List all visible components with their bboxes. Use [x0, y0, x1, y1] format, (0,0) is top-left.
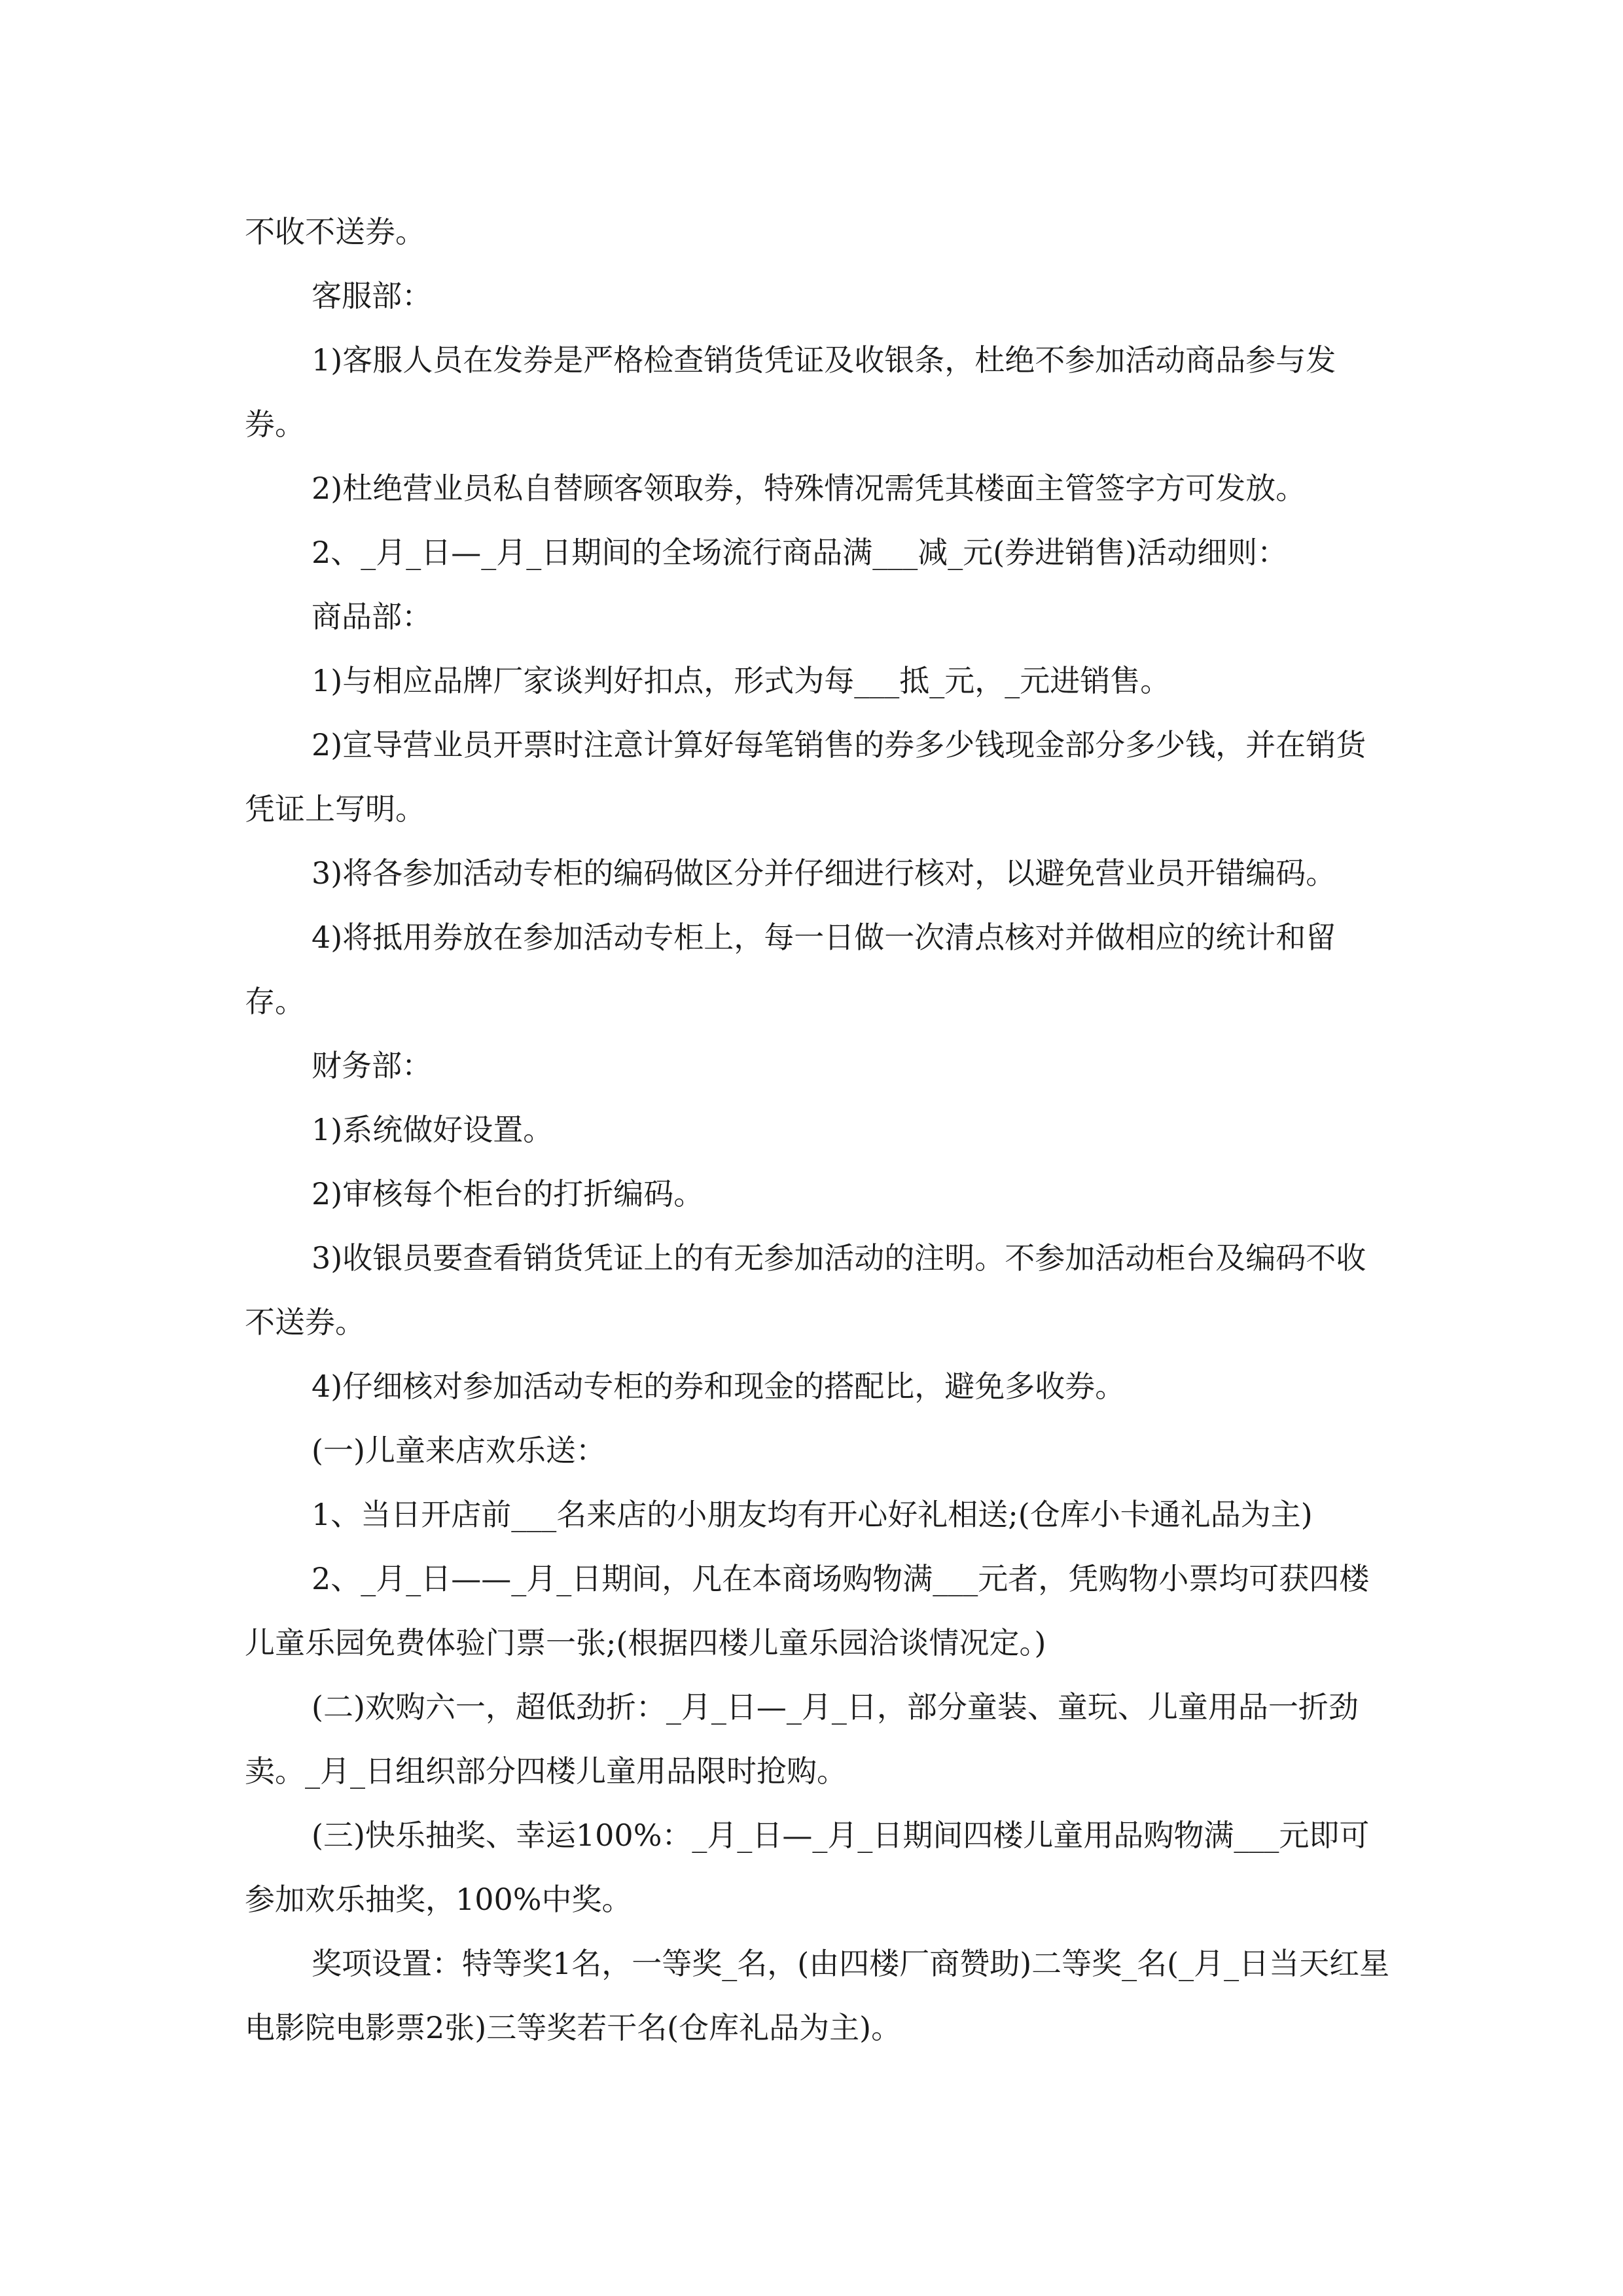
paragraph-19: (二)欢购六一，超低劲折：_月_日—_月_日，部分童装、童玩、儿童用品一折劲卖。_月_日组织部分四楼儿童用品限时抢购。: [245, 1689, 1359, 1789]
paragraph-1: 不收不送券。: [245, 214, 425, 249]
paragraph-12: 1)系统做好设置。: [312, 1112, 554, 1147]
paragraph-11: 财务部：: [312, 1048, 432, 1083]
paragraph-20: (三)快乐抽奖、幸运100%：_月_日—_月_日期间四楼儿童用品购物满___元即可参加欢乐抽奖，100%中奖。: [245, 1818, 1370, 1917]
paragraph-2: 客服部：: [312, 278, 432, 314]
paragraph-21: 奖项设置：特等奖1名，一等奖_名，(由四楼厂商赞助)二等奖_名(_月_日当天红星电影院电影票2张)三等奖若干名(仓库礼品为主)。: [245, 1946, 1390, 2045]
paragraph-7: 1)与相应品牌厂家谈判好扣点，形式为每___抵_元，_元进销售。: [312, 663, 1171, 698]
paragraph-17: 1、当日开店前___名来店的小朋友均有开心好礼相送;(仓库小卡通礼品为主): [312, 1497, 1313, 1532]
document-body: [245, 200, 1390, 2060]
paragraph-8: 2)宣导营业员开票时注意计算好每笔销售的券多少钱现金部分多少钱，并在销货凭证上写明。: [245, 727, 1366, 827]
paragraph-16: (一)儿童来店欢乐送：: [312, 1433, 606, 1468]
paragraph-6: 商品部：: [312, 599, 432, 634]
paragraph-13: 2)审核每个柜台的打折编码。: [312, 1176, 704, 1211]
paragraph-18: 2、_月_日——_月_日期间，凡在本商场购物满___元者，凭购物小票均可获四楼儿童乐园免费体验门票一张;(根据四楼儿童乐园洽谈情况定。): [245, 1561, 1370, 1660]
paragraph-4: 2)杜绝营业员私自替顾客领取券，特殊情况需凭其楼面主管签字方可发放。: [312, 471, 1306, 506]
paragraph-10: 4)将抵用券放在参加活动专柜上，每一日做一次清点核对并做相应的统计和留存。: [245, 920, 1336, 1019]
paragraph-15: 4)仔细核对参加活动专柜的券和现金的搭配比，避免多收券。: [312, 1369, 1126, 1404]
paragraph-14: 3)收银员要查看销货凭证上的有无参加活动的注明。不参加活动柜台及编码不收不送券。: [245, 1240, 1366, 1340]
paragraph-5: 2、_月_日—_月_日期间的全场流行商品满___减_元(券进销售)活动细则：: [312, 535, 1288, 570]
paragraph-3: 1)客服人员在发券是严格检查销货凭证及收银条，杜绝不参加活动商品参与发券。: [245, 342, 1336, 442]
paragraph-9: 3)将各参加活动专柜的编码做区分并仔细进行核对，以避免营业员开错编码。: [312, 855, 1336, 891]
